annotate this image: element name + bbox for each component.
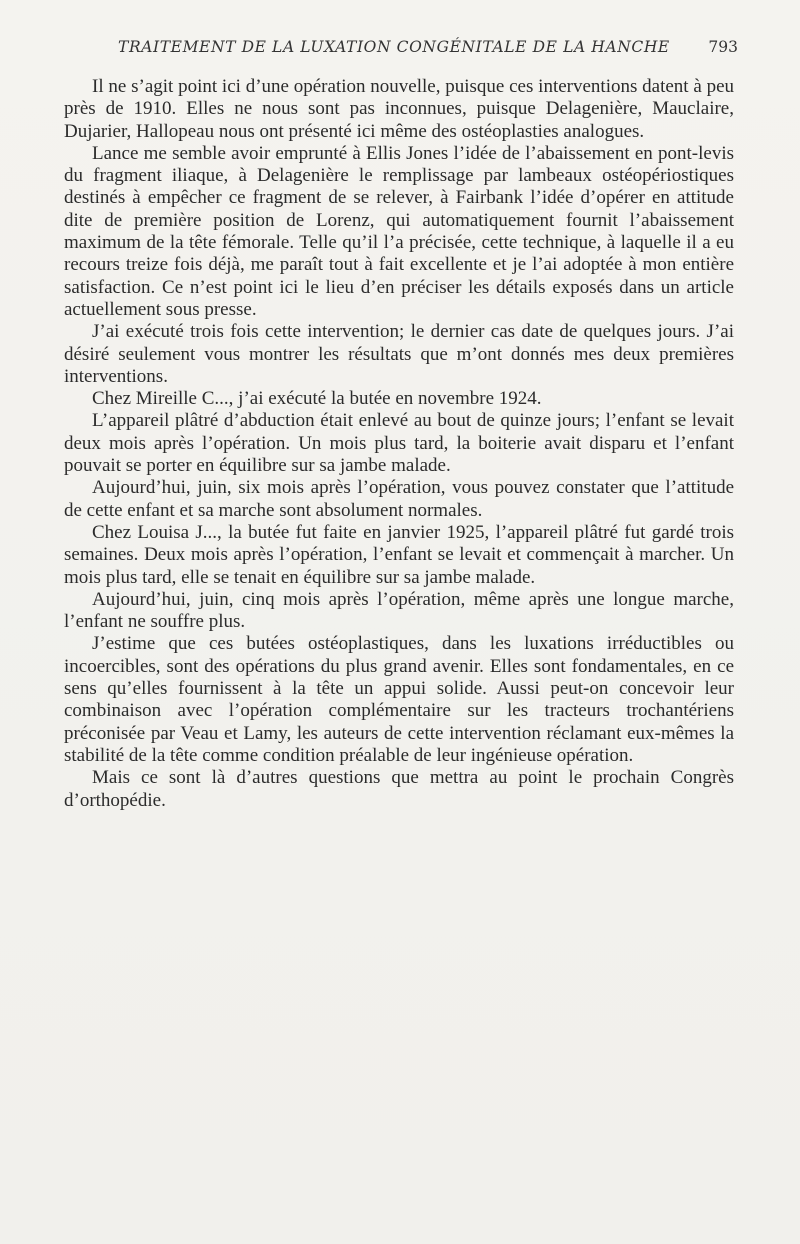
paragraph-9: J’estime que ces butées ostéoplastiques, dans les luxations irréductibles ou incoercibles, sont des opérations du plus grand avenir. Elles sont fondamentales, en ce sens qu’elles fournissent à la tête un appui solide. Aussi peut-on concevoir leur combinaison avec l’opération complémentaire sur les tracteurs trochantériens préconisée par Veau et Lamy, les auteurs de cette intervention réclamant eux-mêmes la stabilité de la tête comme condition préalable de leur ingénieuse opération. [64,633,734,766]
paragraph-6: Aujourd’hui, juin, six mois après l’opération, vous pouvez constater que l’attitude de cette enfant et sa marche sont absolument normales. [64,477,734,521]
paragraph-1: Il ne s’agit point ici d’une opération nouvelle, puisque ces interventions datent à peu près de 1910. Elles ne nous sont pas inconnues, puisque Delagenière, Mauclaire, Dujarier, Hallopeau nous ont présenté ici même des ostéoplasties analogues. [64,76,734,142]
paragraph-8: Aujourd’hui, juin, cinq mois après l’opération, même après une longue marche, l’enfant ne souffre plus. [64,588,734,633]
running-title: TRAITEMENT DE LA LUXATION CONGÉNITALE DE LA HANCHE [118,38,670,56]
paragraph-3: J’ai exécuté trois fois cette intervention; le dernier cas date de quelques jours. J’ai désiré seulement vous montrer les résultats que m’ont donnés mes deux premières interventions. [64,321,734,387]
paragraph-7: Chez Louisa J..., la butée fut faite en janvier 1925, l’appareil plâtré fut gardé trois semaines. Deux mois après l’opération, l’enfant se levait et commençait à marcher. Un mois plus tard, elle se tenait en équilibre sur sa jambe malade. [64,521,734,588]
paragraph-2: Lance me semble avoir emprunté à Ellis Jones l’idée de l’abaissement en pont-levis du fragment iliaque, à Delagenière le remplissage par lambeaux ostéopériostiques destinés à empêcher ce fragment de se relever, à Fairbank l’idée d’opérer en attitude dite de première position de Lorenz, qui automatiquement fournit l’abaissement maximum de la tête fémorale. Telle qu’il l’a précisée, cette technique, à laquelle il a eu recours treize fois déjà, me paraît tout à fait excellente et je l’ai adoptée à mon entière satisfaction. Ce n’est point ici le lieu d’en préciser les détails exposés dans un article actuellement sous presse. [64,142,734,320]
page-number: 793 [708,38,738,56]
paragraph-5: L’appareil plâtré d’abduction était enlevé au bout de quinze jours; l’enfant se levait deux mois après l’opération. Un mois plus tard, la boiterie avait disparu et l’enfant pouvait se porter en équilibre sur sa jambe malade. [64,410,734,477]
paragraph-4: Chez Mireille C..., j’ai exécuté la butée en novembre 1924. [92,388,542,410]
body-text [64,76,734,812]
paragraph-10: Mais ce sont là d’autres questions que mettra au point le prochain Congrès d’orthopédie. [64,767,734,811]
running-head [118,38,738,60]
